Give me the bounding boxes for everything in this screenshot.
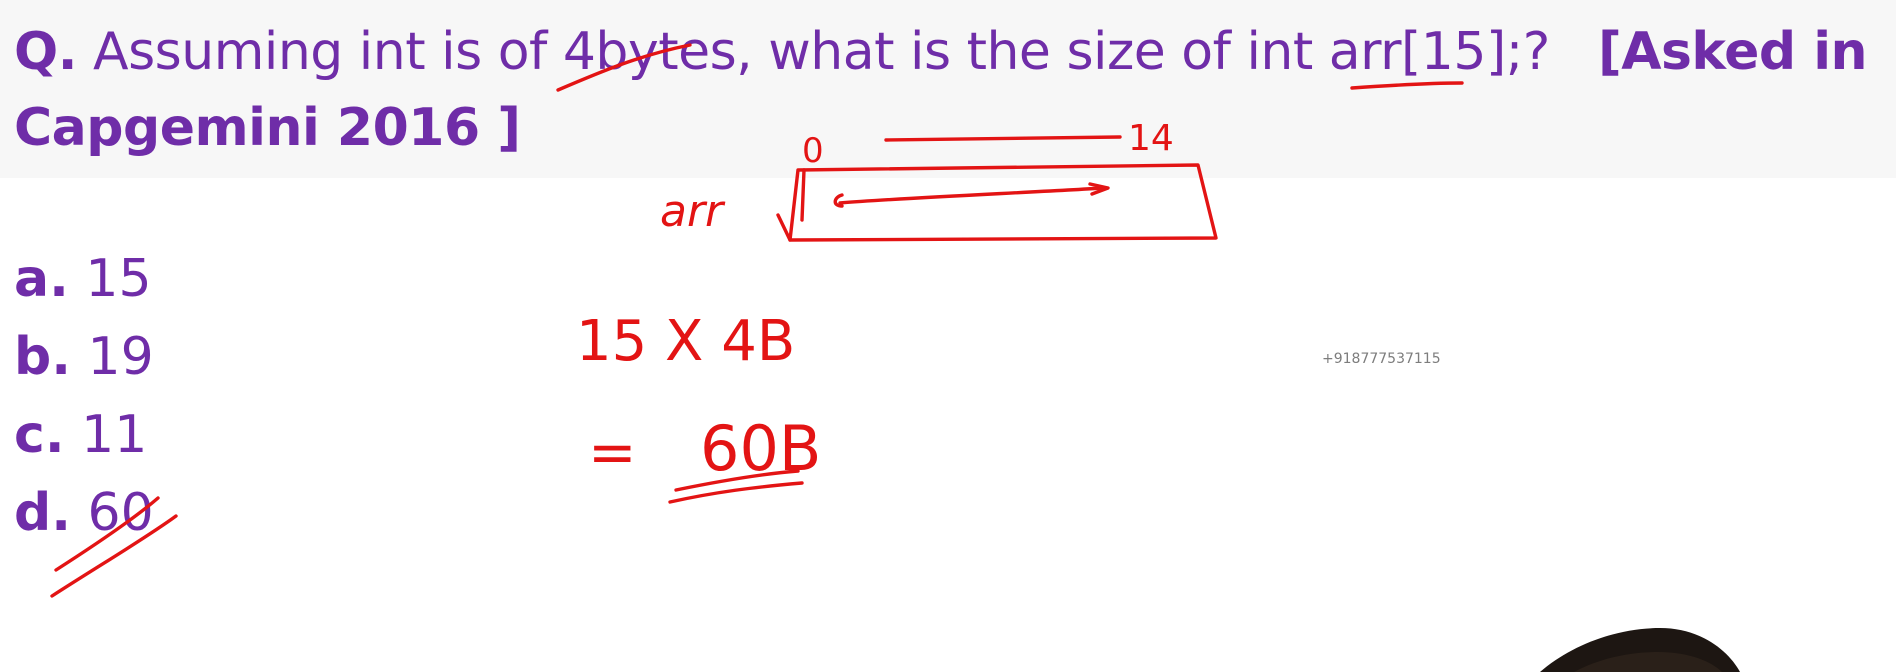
- option-value: 60: [87, 483, 154, 543]
- option-a: [14, 240, 154, 318]
- array-left-bracket: [778, 170, 804, 240]
- option-letter: c.: [14, 405, 65, 465]
- result-underline-1: [676, 471, 798, 490]
- question-prefix: Q.: [14, 22, 77, 82]
- option-letter: b.: [14, 327, 71, 387]
- presenter-hair: [1540, 628, 1740, 672]
- option-value: 19: [87, 327, 154, 387]
- result-underline-2: [670, 483, 802, 502]
- array-name-label: arr: [660, 186, 724, 237]
- option-value: 15: [85, 249, 152, 309]
- option-c: [14, 396, 154, 474]
- option-letter: d.: [14, 483, 71, 543]
- question-source: [Asked in Capgemini 2016 ]: [14, 22, 1868, 158]
- array-arrow-line: [840, 188, 1104, 203]
- watermark-phone: +918777537115: [1322, 351, 1441, 367]
- option-value: 11: [81, 405, 148, 465]
- option-letter: a.: [14, 249, 69, 309]
- option-b: [14, 318, 154, 396]
- equals-label: =: [588, 418, 637, 486]
- option-d: [14, 474, 154, 552]
- end-index-label: 14: [1128, 118, 1174, 159]
- question-text: [14, 14, 1874, 166]
- array-arrow-tail: [835, 195, 842, 206]
- result-label: 60B: [700, 412, 822, 485]
- start-index-label: 0: [802, 131, 824, 171]
- calculation-label: 15 X 4B: [576, 309, 796, 374]
- question-body: Assuming int is of 4bytes, what is the size of int arr[15];?: [76, 22, 1550, 82]
- answer-options: [14, 240, 154, 552]
- array-arrowhead: [1090, 184, 1108, 194]
- presenter-head-shadow: [1574, 652, 1722, 672]
